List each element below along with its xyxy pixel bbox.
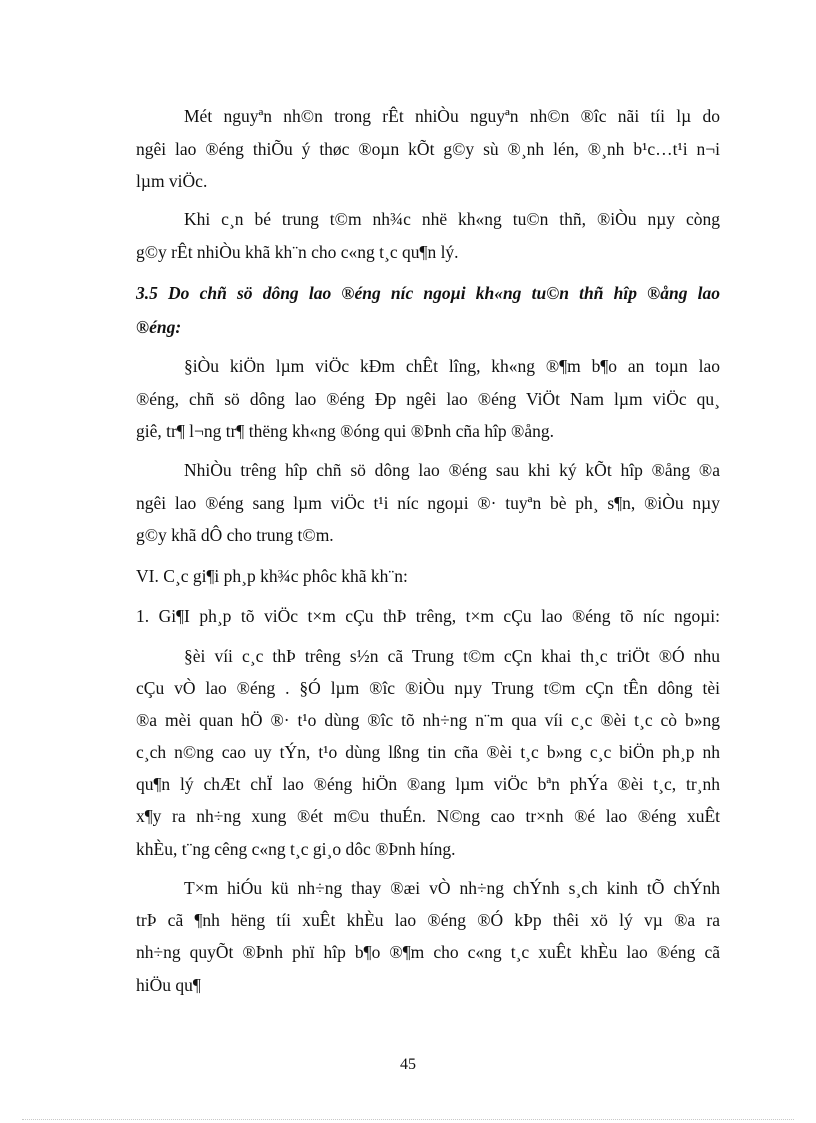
section-heading: VI. C¸c gi¶i ph¸p kh¾c phôc khã kh¨n: [136, 566, 408, 586]
text-line: hiÖu qu¶ [136, 975, 201, 995]
page-bottom-divider [22, 1119, 794, 1120]
text-line: Khi c¸n bé trung t©m nh¾c nhë kh«ng tu©n thñ, ®iÒu nµy còng [184, 209, 720, 229]
text-line: giê, tr¶ l¬ng tr¶ thëng kh«ng ®óng qui ®Þnh cña hîp ®ång. [136, 421, 555, 441]
text-line: g©y rÊt nhiÒu khã kh¨n cho c«ng t¸c qu¶n lý. [136, 242, 459, 262]
page-number: 45 [400, 1056, 416, 1073]
text-line: ®éng, chñ sö dông lao ®éng Ðp ngêi lao ®éng ViÖt Nam lµm viÖc qu¸ [136, 389, 720, 409]
section-heading: 3.5 Do chñ sö dông lao ®éng níc ngoµi kh«ng tu©n thñ hîp ®ång lao [136, 283, 720, 303]
text-line: trÞ cã ¶nh hëng tíi xuÊt khÈu lao ®éng ®Ó kÞp thêi xö lý vµ ®a ra [136, 910, 720, 930]
text-line: lµm viÖc. [136, 171, 208, 191]
section-heading: ®éng: [136, 317, 182, 337]
text-line: qu¶n lý chÆt chÏ lao ®éng hiÖn ®ang lµm viÖc bªn phÝa ®èi t¸c, tr¸nh [136, 774, 720, 794]
text-line: g©y khã dÔ cho trung t©m. [136, 525, 334, 545]
text-line: nh÷ng quyÕt ®Þnh phï hîp b¶o ®¶m cho c«ng t¸c xuÊt khÈu lao ®éng cã [136, 942, 720, 962]
text-line: Mét nguyªn nh©n trong rÊt nhiÒu nguyªn nh©n ®îc nãi tíi lµ do [184, 106, 720, 126]
text-line: c¸ch n©ng cao uy tÝn, t¹o dùng lßng tin cña ®èi t¸c b»ng c¸c biÖn ph¸p nh [136, 742, 720, 762]
text-line: §èi víi c¸c thÞ trêng s½n cã Trung t©m cÇn khai th¸c triÖt ®Ó nhu [184, 646, 720, 666]
text-line: NhiÒu trêng hîp chñ sö dông lao ®éng sau khi ký kÕt hîp ®ång ®a [184, 460, 720, 480]
text-line: khÈu, t¨ng cêng c«ng t¸c gi¸o dôc ®Þnh híng. [136, 839, 456, 859]
text-line: ngêi lao ®éng sang lµm viÖc t¹i níc ngoµi ®· tuyªn bè ph¸ s¶n, ®iÒu nµy [136, 493, 720, 513]
text-line: ®a mèi quan hÖ ®· t¹o dùng ®îc tõ nh÷ng n¨m qua víi c¸c ®èi t¸c cò b»ng [136, 710, 720, 730]
text-line: x¶y ra nh÷ng xung ®ét m©u thuÉn. N©ng cao tr×nh ®é lao ®éng xuÊt [136, 806, 720, 826]
text-line: T×m hiÓu kü nh÷ng thay ®æi vÒ nh÷ng chÝnh s¸ch kinh tÕ chÝnh [184, 878, 720, 898]
text-line: ngêi lao ®éng thiÕu ý thøc ®oµn kÕt g©y sù ®¸nh lén, ®¸nh b¹c…t¹i n¬i [136, 139, 720, 159]
text-line: §iÒu kiÖn lµm viÖc kÐm chÊt lîng, kh«ng ®¶m b¶o an toµn lao [184, 356, 720, 376]
section-heading: 1. Gi¶I ph¸p tõ viÖc t×m cÇu thÞ trêng, t×m cÇu lao ®éng tõ níc ngoµi: [136, 606, 720, 626]
text-line: cÇu vÒ lao ®éng . §Ó lµm ®îc ®iÒu nµy Trung t©m cÇn tÊn dông tèi [136, 678, 720, 698]
